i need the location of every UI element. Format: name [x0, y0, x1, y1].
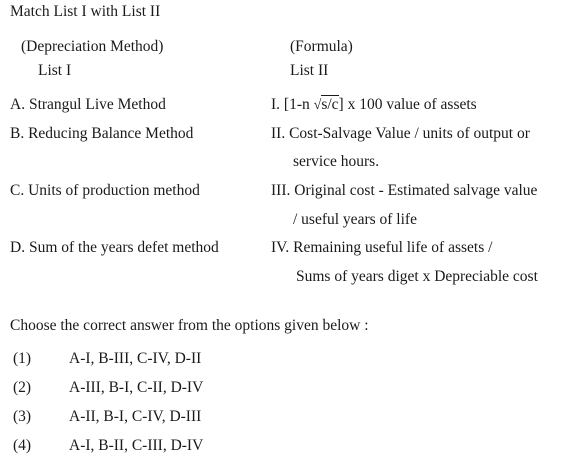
list1-category: (Depreciation Method)	[21, 38, 164, 55]
square-root	[314, 95, 339, 116]
list1-item	[10, 95, 166, 115]
option-text: A-I, B-II, C-III, D-IV	[69, 437, 204, 454]
option-number: (4)	[13, 437, 32, 454]
option-item	[13, 436, 203, 456]
list1-item-text: Units of production method	[28, 182, 200, 199]
list1-item	[10, 124, 193, 144]
list2-item-label: II.	[271, 125, 286, 142]
option-number: (2)	[13, 379, 32, 396]
list1-item	[10, 238, 219, 258]
list2-item	[271, 95, 477, 116]
option-item	[13, 349, 201, 369]
option-number: (1)	[13, 350, 32, 367]
list2-item-label: I.	[271, 96, 281, 113]
option-item	[13, 378, 203, 398]
list1-item-text: Sum of the years defet method	[28, 239, 219, 256]
option-text: A-I, B-III, C-IV, D-II	[69, 350, 202, 367]
question-instruction: Match List I with List II	[10, 3, 161, 20]
list2-item	[271, 238, 492, 258]
answer-prompt: Choose the correct answer from the options given below :	[10, 317, 369, 334]
list2-item-line2: service hours.	[293, 153, 380, 170]
list1-item-label: D.	[10, 239, 26, 256]
option-item	[13, 407, 201, 427]
formula-suffix: ] x 100 value of assets	[338, 96, 477, 113]
list2-item-line1: Remaining useful life of assets /	[293, 239, 493, 256]
list2-item	[271, 124, 530, 144]
list1-item-label: B.	[10, 125, 25, 142]
list1-title: List I	[38, 62, 72, 79]
list1-item-text: Strangul Live Method	[28, 96, 166, 113]
list2-title: List II	[290, 62, 329, 79]
formula-prefix: [1-n	[283, 96, 314, 113]
list1-item	[10, 181, 200, 201]
list2-item-label: III.	[271, 182, 291, 199]
option-text: A-III, B-I, C-II, D-IV	[69, 379, 204, 396]
option-number: (3)	[13, 408, 32, 425]
option-text: A-II, B-I, C-IV, D-III	[69, 408, 202, 425]
list2-item-line2: Sums of years diget x Depreciable cost	[296, 268, 538, 285]
list2-category: (Formula)	[290, 38, 353, 55]
list2-item-line1: Original cost - Estimated salvage value	[294, 182, 538, 199]
list2-item-label: IV.	[271, 239, 290, 256]
list2-item-line1: Cost-Salvage Value / units of output or	[289, 125, 530, 142]
radical-sign: √	[313, 98, 322, 113]
radicand: s/c	[321, 96, 339, 113]
list1-item-label: A.	[10, 96, 26, 113]
list2-item	[271, 181, 537, 201]
list2-item-line2: / useful years of life	[293, 211, 417, 228]
list1-item-label: C.	[10, 182, 25, 199]
list1-item-text: Reducing Balance Method	[28, 125, 194, 142]
